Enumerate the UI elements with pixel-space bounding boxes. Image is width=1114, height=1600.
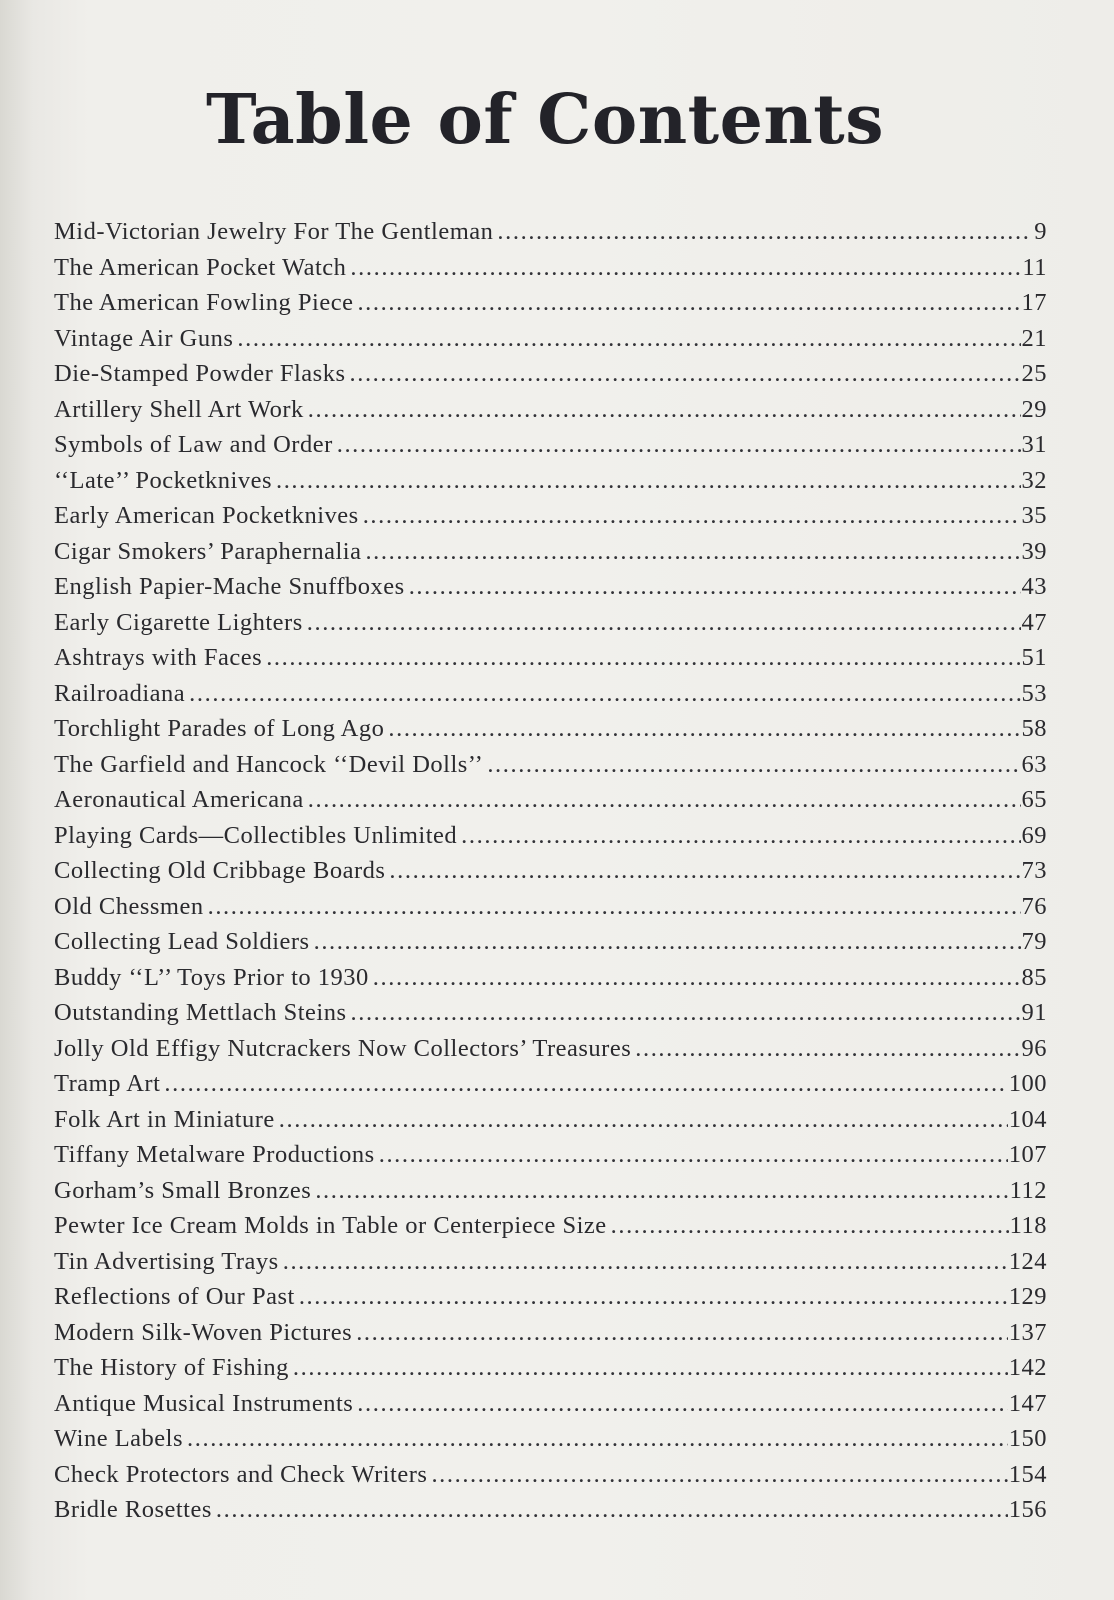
toc-entry-page-number: 35 (1021, 502, 1047, 529)
dot-leader (351, 999, 1021, 1027)
dot-leader (497, 218, 1032, 246)
toc-entry-title: Collecting Lead Soldiers (54, 928, 310, 955)
dot-leader (307, 609, 1021, 637)
toc-entry-page-number: 65 (1021, 786, 1047, 813)
toc-entry (54, 1035, 1047, 1071)
toc-entry (54, 1390, 1047, 1426)
toc-entry-page-number: 104 (1008, 1105, 1047, 1133)
toc-entry-title: Symbols of Law and Order (54, 431, 333, 458)
toc-entry-title: Die-Stamped Powder Flasks (54, 360, 346, 387)
toc-entry (54, 644, 1047, 680)
toc-entry (54, 1425, 1047, 1461)
toc-entry (54, 715, 1047, 751)
toc-entry-page-number: 29 (1021, 395, 1047, 423)
toc-entry-page-number: 107 (1008, 1141, 1047, 1168)
toc-entry-title: Torchlight Parades of Long Ago (54, 715, 385, 742)
toc-entry-title: Early Cigarette Lighters (54, 608, 303, 636)
toc-entry-title: Railroadiana (54, 679, 186, 707)
toc-entry-page-number: 25 (1021, 360, 1047, 387)
toc-entry-page-number: 137 (1008, 1318, 1047, 1346)
toc-entry (54, 538, 1047, 574)
toc-entry-title: Aeronautical Americana (54, 786, 304, 813)
toc-entry-title: Collecting Old Cribbage Boards (54, 857, 386, 884)
toc-entry (54, 1212, 1047, 1248)
toc-entry-title: Tiffany Metalware Productions (54, 1141, 375, 1168)
dot-leader (337, 431, 1021, 459)
toc-entry-page-number: 96 (1021, 1034, 1047, 1062)
toc-entry (54, 1354, 1047, 1390)
toc-entry-page-number: 63 (1021, 750, 1047, 778)
dot-leader (283, 1248, 1008, 1276)
dot-leader (365, 538, 1020, 566)
toc-entry (54, 218, 1047, 254)
toc-entry-title: Tramp Art (54, 1070, 161, 1097)
toc-entry-page-number: 11 (1022, 253, 1047, 281)
toc-entry (54, 1496, 1047, 1532)
toc-entry (54, 1283, 1047, 1319)
dot-leader (431, 1461, 1007, 1489)
toc-entry-page-number: 69 (1021, 821, 1047, 849)
toc-entry-page-number: 100 (1008, 1070, 1047, 1097)
toc-entry (54, 786, 1047, 822)
toc-entry (54, 254, 1047, 290)
toc-entry-title: Gorham’s Small Bronzes (54, 1176, 312, 1204)
dot-leader (379, 1141, 1008, 1169)
table-of-contents (54, 218, 1047, 1532)
dot-leader (266, 644, 1020, 672)
dot-leader (388, 715, 1020, 743)
toc-entry (54, 1141, 1047, 1177)
toc-entry (54, 999, 1047, 1035)
toc-entry-page-number: 43 (1021, 573, 1047, 600)
toc-entry-page-number: 150 (1008, 1425, 1047, 1452)
toc-entry (54, 1070, 1047, 1106)
dot-leader (357, 1390, 1007, 1418)
toc-entry-page-number: 32 (1021, 466, 1047, 494)
toc-entry (54, 964, 1047, 1000)
toc-entry-title: Jolly Old Effigy Nutcrackers Now Collectors’ Treasures (54, 1034, 632, 1062)
dot-leader (635, 1035, 1020, 1063)
toc-entry-title: Pewter Ice Cream Molds in Table or Centerpiece Size (54, 1212, 607, 1239)
toc-entry-title: Reflections of Our Past (54, 1283, 295, 1310)
toc-entry-title: The American Fowling Piece (54, 289, 354, 316)
toc-entry (54, 289, 1047, 325)
dot-leader (487, 751, 1020, 779)
show-through-text (600, 0, 960, 92)
toc-entry (54, 1461, 1047, 1497)
toc-entry-page-number: 76 (1021, 892, 1047, 920)
toc-entry (54, 928, 1047, 964)
toc-entry-title: Playing Cards—Collectibles Unlimited (54, 821, 458, 849)
dot-leader (208, 893, 1021, 921)
toc-entry (54, 609, 1047, 645)
toc-entry-title: The American Pocket Watch (54, 253, 347, 281)
toc-entry-title: Mid-Victorian Jewelry For The Gentleman (54, 218, 494, 245)
toc-entry-page-number: 124 (1008, 1247, 1047, 1275)
dot-leader (237, 325, 1020, 353)
toc-entry-title: Modern Silk-Woven Pictures (54, 1318, 353, 1346)
toc-entry-title: Vintage Air Guns (54, 324, 234, 352)
toc-entry (54, 857, 1047, 893)
dot-leader (461, 822, 1020, 850)
dot-leader (189, 680, 1020, 708)
toc-entry-page-number: 31 (1021, 431, 1047, 458)
toc-entry-page-number: 58 (1021, 715, 1047, 742)
dot-leader (389, 857, 1020, 885)
dot-leader (299, 1283, 1008, 1311)
page-title: Table of Contents (206, 80, 884, 160)
toc-entry (54, 1319, 1047, 1355)
toc-entry-page-number: 91 (1021, 999, 1047, 1026)
toc-entry-page-number: 79 (1021, 928, 1047, 955)
toc-entry-title: Tin Advertising Trays (54, 1247, 279, 1275)
toc-entry (54, 822, 1047, 858)
toc-entry (54, 431, 1047, 467)
toc-entry-title: Early American Pocketknives (54, 502, 359, 529)
toc-entry-title: ‘‘Late’’ Pocketknives (54, 466, 272, 494)
toc-entry-title: Wine Labels (54, 1425, 184, 1452)
toc-entry-page-number: 85 (1021, 963, 1047, 991)
toc-entry-page-number: 129 (1008, 1283, 1047, 1310)
toc-entry-page-number: 118 (1009, 1212, 1047, 1239)
dot-leader (611, 1212, 1009, 1240)
dot-leader (308, 786, 1021, 814)
toc-entry-title: Antique Musical Instruments (54, 1389, 354, 1417)
toc-entry-title: English Papier-Mache Snuffboxes (54, 573, 405, 600)
dot-leader (216, 1496, 1008, 1524)
toc-entry-title: The History of Fishing (54, 1354, 289, 1381)
dot-leader (363, 502, 1021, 530)
dot-leader (350, 254, 1021, 282)
toc-entry-title: Bridle Rosettes (54, 1496, 212, 1523)
dot-leader (293, 1354, 1008, 1382)
toc-entry-page-number: 53 (1021, 679, 1047, 707)
toc-entry (54, 396, 1047, 432)
toc-entry (54, 893, 1047, 929)
toc-entry-page-number: 156 (1008, 1496, 1047, 1523)
toc-entry (54, 325, 1047, 361)
dot-leader (356, 1319, 1008, 1347)
toc-entry-page-number: 112 (1009, 1176, 1047, 1204)
toc-entry-title: Buddy ‘‘L’’ Toys Prior to 1930 (54, 963, 369, 991)
toc-entry (54, 467, 1047, 503)
dot-leader (276, 467, 1021, 495)
toc-entry-page-number: 142 (1008, 1354, 1047, 1381)
dot-leader (373, 964, 1021, 992)
toc-entry-page-number: 39 (1021, 537, 1047, 565)
toc-entry-title: The Garfield and Hancock ‘‘Devil Dolls’’ (54, 750, 484, 778)
toc-entry (54, 680, 1047, 716)
dot-leader (314, 928, 1021, 956)
toc-entry-title: Folk Art in Miniature (54, 1105, 275, 1133)
toc-entry (54, 502, 1047, 538)
dot-leader (308, 396, 1021, 424)
toc-entry-page-number: 147 (1008, 1389, 1047, 1417)
toc-entry-page-number: 17 (1021, 289, 1047, 316)
dot-leader (164, 1070, 1007, 1098)
toc-entry-page-number: 51 (1021, 644, 1047, 671)
dot-leader (315, 1177, 1008, 1205)
dot-leader (350, 360, 1021, 388)
toc-entry-title: Check Protectors and Check Writers (54, 1460, 428, 1488)
dot-leader (357, 289, 1020, 317)
toc-entry (54, 573, 1047, 609)
toc-entry-title: Artillery Shell Art Work (54, 395, 304, 423)
toc-entry-title: Ashtrays with Faces (54, 644, 263, 671)
toc-entry-page-number: 21 (1021, 324, 1047, 352)
dot-leader (187, 1425, 1008, 1453)
toc-entry-page-number: 47 (1021, 608, 1047, 636)
toc-entry-title: Cigar Smokers’ Paraphernalia (54, 537, 362, 565)
toc-entry (54, 751, 1047, 787)
toc-entry (54, 1106, 1047, 1142)
toc-entry-page-number: 154 (1008, 1460, 1047, 1488)
dot-leader (279, 1106, 1008, 1134)
toc-entry-page-number: 9 (1034, 218, 1047, 245)
toc-entry (54, 360, 1047, 396)
toc-entry-title: Outstanding Mettlach Steins (54, 999, 347, 1026)
toc-entry-page-number: 73 (1021, 857, 1047, 884)
dot-leader (409, 573, 1021, 601)
toc-entry-title: Old Chessmen (54, 892, 204, 920)
toc-entry (54, 1248, 1047, 1284)
toc-entry (54, 1177, 1047, 1213)
